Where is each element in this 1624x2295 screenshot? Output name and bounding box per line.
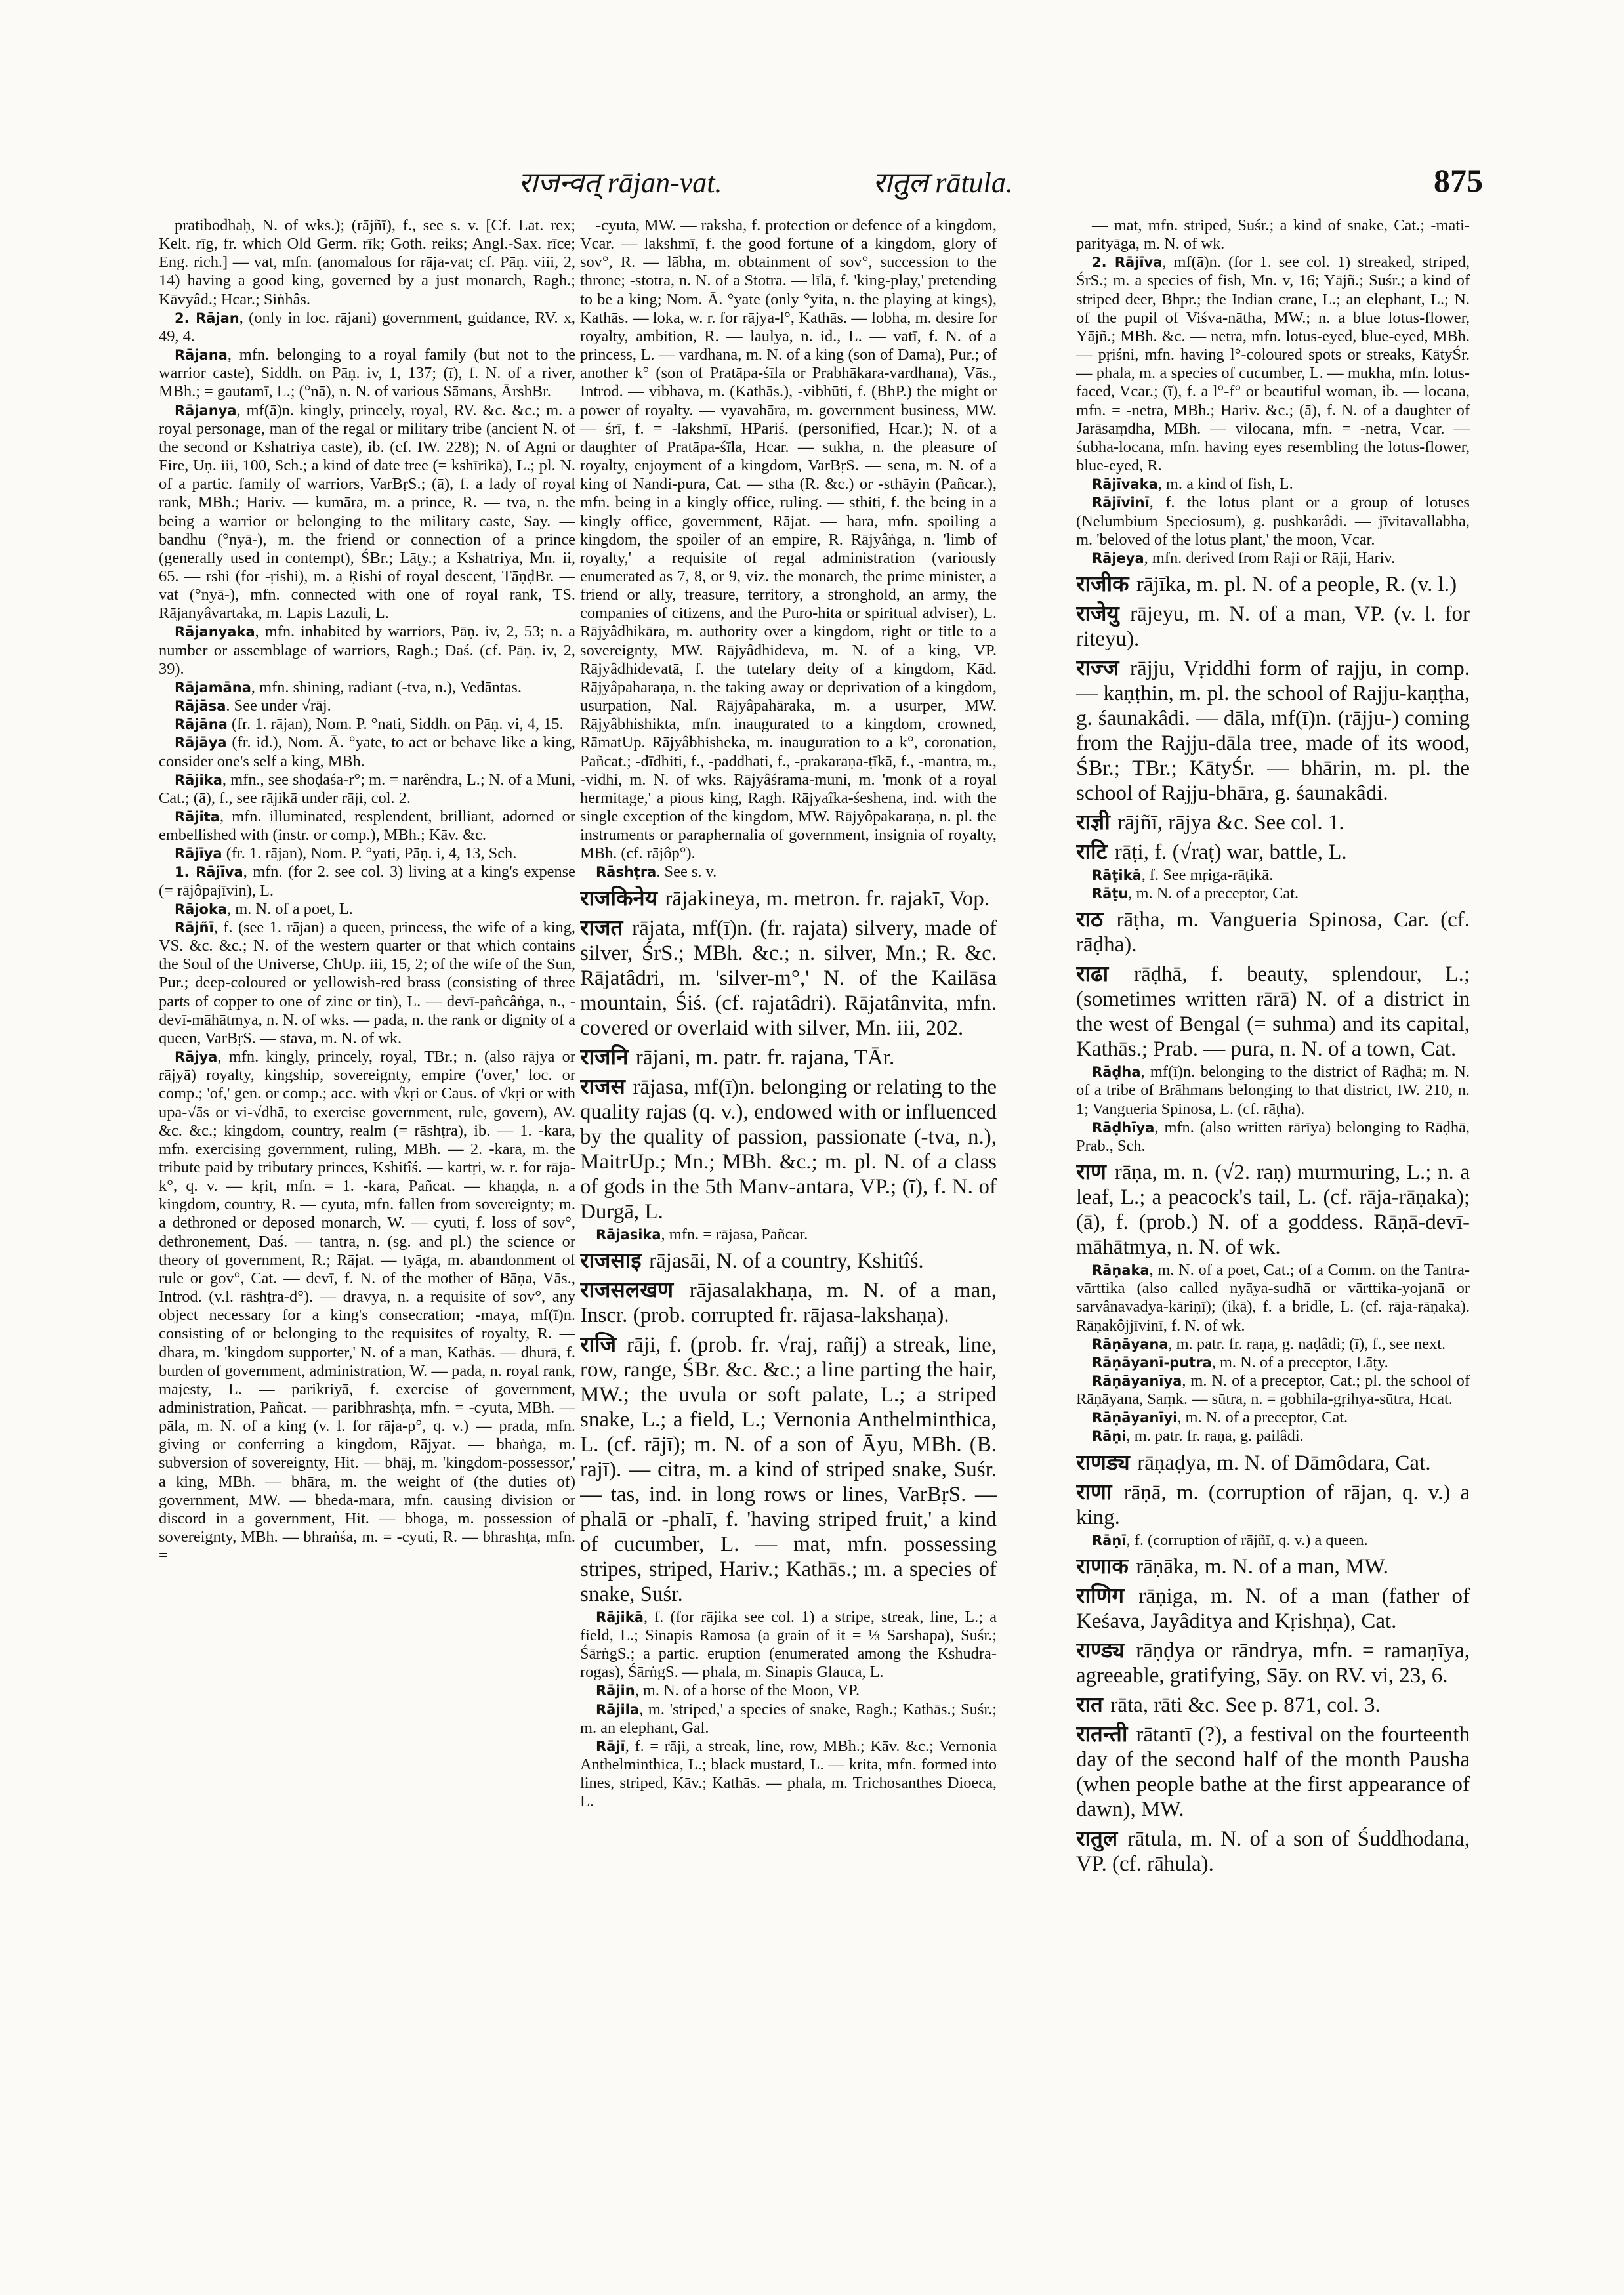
entry-definition: , mfn. illuminated, resplendent, brilliant, adorned or embellished with (instr. or comp.), MBh.; Kāv. &c.: [159, 808, 575, 844]
entry-definition: , f. (corruption of rājñī, q. v.) a queen.: [1126, 1531, 1368, 1549]
dictionary-entry: [580, 1074, 997, 1224]
entry-headword: Rājanya: [175, 402, 237, 419]
entry-definition: , m. N. of a preceptor, Cat.; pl. the school of Rāṇāyana, Saṃk. — sūtra, n. = gobhila-gṛihya-sūtra, Hcat.: [1076, 1372, 1470, 1409]
entry-definition: , mfn. = rājasa, Pañcar.: [661, 1225, 808, 1243]
entry-definition: rāḍhā, f. beauty, splendour, L.; (sometimes written rārā) N. of a district in the west of Bengal (= suhma) and its capital, Kathās.; Prab. — pura, n. N. of a town, Cat.: [1076, 962, 1470, 1062]
entry-headword: Rāṭikā: [1092, 867, 1142, 883]
devanagari-headword: राजेयु: [1076, 600, 1131, 626]
devanagari-headword: राजि: [580, 1331, 627, 1357]
entry-definition: , m. N. of a poet, Cat.; of a Comm. on the Tantra-vārttika (also called nyāya-sudhā or vārttika-yojanā or sarvânavadya-kāriṇī); (ikā), f. a bridle, L. (cf. rāja-rāṇaka). Rāṇakôjjīvinī, f. N. of wk.: [1076, 1261, 1470, 1334]
entry-headword: 1. Rājīva: [175, 864, 243, 880]
dictionary-entry: [1076, 1119, 1470, 1155]
entry-headword: Rājika: [175, 772, 222, 788]
dictionary-entry: [1076, 1638, 1470, 1688]
entry-headword: Rājanyaka: [175, 624, 255, 640]
entry-headword: Rāṇāyanīyi: [1092, 1410, 1178, 1426]
column-3: [1076, 217, 1470, 2277]
dictionary-entry: [580, 915, 997, 1041]
dictionary-entry: [580, 1332, 997, 1607]
dictionary-entry: [159, 844, 575, 863]
entry-definition: pratibodhaḥ, N. of wks.); (rājñī), f., see s. v. [Cf. Lat. rex; Kelt. rīg, fr. which Old Germ. rīk; Goth. reiks; Angl.-Sax. rīce; Eng. rich.] — vat, mfn. (anomalous for rāja-vat; cf. Pāṇ. viii, 2, 14) having a good king, governed by a just monarch, Ragh.; Kāvyâd.; Hcar.; Siṅhâs.: [159, 217, 575, 308]
entry-headword: Rājita: [175, 809, 220, 825]
entry-headword: Rāḍha: [1092, 1064, 1141, 1081]
entry-definition: rāta, rāti &c. See p. 871, col. 3.: [1110, 1693, 1381, 1717]
entry-definition: (fr. 1. rājan), Nom. P. °yati, Pāṇ. i, 4, 13, Sch.: [222, 844, 517, 863]
entry-definition: , m. patr. fr. raṇa, g. naḍâdi; (ī), f., see next.: [1168, 1334, 1446, 1353]
devanagari-headword: राजसाइ: [580, 1247, 650, 1273]
entry-definition: rājata, mf(ī)n. (fr. rajata) silvery, made of silver, ŚrS.; MBh. &c.; n. silver, Mn.; R. &c. Rājatâdri, m. 'silver-m°,' N. of the Kailāsa mountain, Śiś. (cf. rajatâdri). Rājatânvita, mfn. covered or overlaid with silver, Mn. iii, 202.: [580, 916, 997, 1040]
entry-definition: , f. = rāji, a streak, line, row, MBh.; Kāv. &c.; Vernonia Anthelminthica, L.; black mustard, L. — krita, mfn. formed into lines, striped, Kāv.; Kathās. — phala, m. Trichosanthes Dioeca, L.: [580, 1737, 997, 1811]
entry-headword: Rājeya: [1092, 550, 1144, 566]
page-header: [151, 161, 1483, 207]
entry-headword: Rājī: [596, 1738, 625, 1754]
entry-definition: , m. a kind of fish, L.: [1157, 475, 1293, 493]
devanagari-headword: राजसलखण: [580, 1276, 690, 1302]
dictionary-entry: [1076, 253, 1470, 475]
entry-definition: , f. the lotus plant or a group of lotuses (Nelumbium Speciosum), g. pushkarâdi. — jīvitavallabha, m. 'beloved of the lotus plant,' the moon, Vcar.: [1076, 493, 1470, 548]
dictionary-entry: [1076, 1261, 1470, 1335]
entry-definition: , mf(ī)n. belonging to the district of Rāḍhā; m. N. of a tribe of Brāhmans belonging to that district, IW. 210, n. 1; Vangueria Spinosa, L. (cf. rāṭha).: [1076, 1063, 1470, 1118]
entry-headword: Rāṇī: [1092, 1532, 1127, 1548]
entry-definition: , m. N. of a poet, L.: [227, 899, 353, 918]
dictionary-entry: [1076, 1427, 1470, 1445]
entry-definition: rājasāi, N. of a country, Kshitîś.: [649, 1249, 924, 1273]
entry-definition: — mat, mfn. striped, Suśr.; a kind of snake, Cat.; -mati-parityāga, m. N. of wk.: [1076, 217, 1470, 253]
dictionary-entry: [580, 1701, 997, 1737]
entry-definition: rājeyu, m. N. of a man, VP. (v. l. for riteyu).: [1076, 602, 1470, 651]
entry-definition: rāṇiga, m. N. of a man (father of Keśava, Jayâditya and Kṛishṇa), Cat.: [1076, 1584, 1470, 1633]
devanagari-headword: राण: [1076, 1159, 1115, 1185]
dictionary-entry: [580, 1682, 997, 1700]
entry-headword: Rājoka: [175, 901, 228, 917]
entry-headword: Rāshṭra: [596, 864, 657, 880]
devanagari-headword: रात: [1076, 1691, 1111, 1717]
entry-definition: -cyuta, MW. — raksha, f. protection or defence of a kingdom, Vcar. — lakshmī, f. the good fortune of a kingdom, glory of sov°, R. — lābha, m. obtainment of sov°, succession to the throne; -stotra, n. N. of a Stotra. — līlā, f. 'king-play,' pretending to be a king; Nom. Ā. °yate (only °yita, n. the playing at kings), Kathās. — loka, w. r. for rājya-l°, Kathās. — lobha, m. desire for royalty, ambition, R. — laulya, n. id., L. — vatī, f. N. of a princess, L. — vardhana, m. N. of a king (son of Dama), Pur.; of another k° (son of Pratāpa-śīla or Prabhākara-vardhana), Vās., Introd. — vibhava, m. (Kathās.), -vibhūti, f. (BhP.) the might or power of royalty. — vyavahāra, m. government business, MW. — śrī, f. = -lakshmī, HPariś. (personified, Hcar.); N. of a daughter of Pratāpa-śīla, Hcar. — sukha, n. the pleasure of royalty, enjoyment of a kingdom, VarBṛS. — sena, m. N. of a king of Nandi-pura, Cat. — stha (R. &c.) or -sthāyin (Pañcar.), mfn. being in a kingly office, ruling. — sthiti, f. the being in a kingly office, government, Rājat. — hara, mfn. spoiling a kingdom, the spoiler of an empire, R. Rājyâṅga, n. 'limb of royalty,' a requisite of regal administration (variously enumerated as 7, 8, or 9, viz. the monarch, the prime minister, a friend or ally, treasure, territory, a stronghold, an army, the companies of citizens, and the Puro-hita or spiritual adviser), L. Rājyâdhikāra, m. authority over a kingdom, right or title to a sovereignty, MW. Rājyâdhideva, m. N. of a king, VP. Rājyâdhidevatā, f. the tutelary deity of a kingdom, Kād. Rājyâpaharaṇa, n. the taking away or deprivation of a kingdom, usurpation, Nal. Rājyâpahāraka, m. a usurper, MW. Rājyâbhishikta, mfn. inaugurated to a kingdom, crowned, RāmatUp. Rājyâbhisheka, m. inauguration to a k°, coronation, Pañcat.; -dīdhiti, f., -paddhati, f., -prakaraṇa-ṭīkā, f., -mantra, m., -vidhi, m. N. of wks. Rājyâśrama-muni, m. 'monk of a royal hermitage,' a pious king, Ragh. Rājyaîka-śeshena, ind. with the single exception of the kingdom, MW. Rājyôpakaraṇa, n. pl. the instruments or paraphernalia of government, insignia of royalty, MBh. (cf. rājôp°).: [580, 217, 997, 863]
entry-headword: Rājīvaka: [1092, 476, 1158, 493]
entry-definition: rāṭi, f. (√raṭ) war, battle, L.: [1114, 840, 1347, 864]
dictionary-entry: [159, 771, 575, 808]
entry-definition: rāṇḍya or rāndrya, mfn. = ramaṇīya, agreeable, gratifying, Sāy. on RV. vi, 23, 6.: [1076, 1638, 1470, 1687]
entry-definition: , f. (for rājika see col. 1) a stripe, streak, line, L.; a field, L.; Sinapis Ramosa (a grain of it = ⅓ Sarshapa), Suśr.; ŚārṅgS.; a partic. eruption (enumerated among the Kshudra-rogas), ŚārṅgS. — phala, m. Sinapis Glauca, L.: [580, 1607, 997, 1682]
devanagari-headword: राणाक: [1076, 1552, 1136, 1579]
dictionary-entry: [1076, 839, 1470, 865]
entry-definition: rātula, m. N. of a son of Śuddhodana, VP. (cf. rāhula).: [1076, 1827, 1470, 1876]
dictionary-entry: [580, 1226, 997, 1244]
dictionary-entry: [159, 900, 575, 919]
dictionary-entry: [580, 886, 997, 911]
dictionary-entry: [1076, 1554, 1470, 1579]
entry-definition: , mfn. inhabited by warriors, Pāṇ. iv, 2, 53; n. a number or assemblage of warriors, Ragh.; Daś. (cf. Pāṇ. iv, 2, 39).: [159, 623, 575, 678]
entry-headword: Rājana: [175, 347, 228, 363]
dictionary-entry: [159, 715, 575, 734]
devanagari-headword: रातुल: [1076, 1825, 1128, 1851]
dictionary-entry: [1076, 1354, 1470, 1372]
dictionary-entry: [1076, 1372, 1470, 1409]
entry-headword: Rājāsa: [175, 698, 226, 714]
entry-headword: Rāṭu: [1092, 886, 1129, 902]
entry-definition: rāṇa, m. n. (√2. raṇ) murmuring, L.; n. a leaf, L.; a peacock's tail, L. (cf. rāja-rāṇaka); (ā), f. (prob.) N. of a goddess. Rāṇā-devī-māhātmya, n. N. of wk.: [1076, 1161, 1470, 1260]
entry-headword: Rājamāna: [175, 679, 251, 695]
devanagari-headword: राण्ड्य: [1076, 1636, 1136, 1663]
dictionary-entry: [580, 1277, 997, 1328]
left-running-headword: राजन्वत् rājan-vat.: [518, 167, 722, 199]
dictionary-entry: [1076, 1479, 1470, 1530]
dictionary-entry: [1076, 493, 1470, 548]
dictionary-entry: [159, 346, 575, 401]
entry-headword: Rāṇi: [1092, 1428, 1127, 1445]
entry-headword: Rājin: [596, 1683, 635, 1699]
dictionary-entry: [159, 697, 575, 715]
entry-definition: , mf(ā)n. kingly, princely, royal, RV. &c. &c.; m. a royal personage, man of the regal or military tribe (ancient N. of the second or Kshatriya caste), ib. (cf. IW. 228); N. of Agni or Fire, Uṇ. iii, 100, Sch.; a kind of date tree (= kshīrikā), L.; pl. N. of a partic. family of warriors, VarBṛS.; (ā), f. a lady of royal rank, MBh.; Hariv. — kumāra, m. a prince, R. — tva, n. the being a warrior or belonging to the military caste, Say. — bandhu (°nyā-), m. the friend or connection of a prince (generally used in contempt), ŚBr.; Lāṭy.; a Kshatriya, Mn. ii, 65. — rshi (for -ṛishi), m. a Ṛishi of royal descent, TāṇḍBr. — vat (°nyā-), mfn. connected with one of royal rank, TS. Rājanyâvartaka, m. Lapis Lazuli, L.: [159, 401, 575, 623]
dictionary-entry: [1076, 655, 1470, 806]
dictionary-entry: [580, 1608, 997, 1682]
entry-headword: Rāṇāyanī-putra: [1092, 1354, 1212, 1371]
devanagari-headword: राजस: [580, 1073, 633, 1099]
entry-headword: Rāṇaka: [1092, 1262, 1150, 1279]
entry-headword: Rājya: [175, 1049, 218, 1065]
entry-definition: , mfn. belonging to a royal family (but not to the warrior caste), Siddh. on Pāṇ. iv, 1, 137; (ī), f. N. of a river, MBh.; = gautamī, L.; (°nā), n. N. of various Sāmans, ĀrshBr.: [159, 346, 575, 401]
dictionary-entry: [159, 1048, 575, 1565]
entry-definition: (fr. id.), Nom. Ā. °yate, to act or behave like a king, consider one's self a king, MBh.: [159, 734, 575, 770]
devanagari-headword: राणिग: [1076, 1582, 1139, 1608]
dictionary-entry: [580, 863, 997, 881]
devanagari-headword: राढा: [1076, 961, 1135, 987]
entry-definition: rājakineya, m. metron. fr. rajakī, Vop.: [665, 886, 989, 911]
dictionary-entry: [1076, 1159, 1470, 1260]
dictionary-entry: [159, 309, 575, 346]
dictionary-entry: [1076, 217, 1470, 253]
entry-headword: Rāḍhīya: [1092, 1119, 1155, 1136]
column-2: [580, 217, 997, 2277]
entry-definition: . See s. v.: [656, 863, 717, 881]
devanagari-headword: राणड्य: [1076, 1449, 1138, 1475]
entry-definition: . See under √rāj.: [226, 697, 331, 715]
devanagari-headword: राणा: [1076, 1478, 1124, 1504]
dictionary-entry: [1076, 1063, 1470, 1118]
entry-definition: (fr. 1. rājan), Nom. P. °nati, Siddh. on Pāṇ. vi, 4, 15.: [227, 715, 564, 734]
entry-headword: Rājāna: [175, 716, 228, 733]
dictionary-entry: [1076, 961, 1470, 1062]
entry-headword: Rāṇāyanīya: [1092, 1373, 1182, 1389]
entry-definition: rājīka, m. pl. N. of a people, R. (v. l.): [1136, 572, 1457, 596]
dictionary-entry: [159, 217, 575, 309]
devanagari-headword: राजनि: [580, 1043, 636, 1069]
entry-definition: rāṭha, m. Vangueria Spinosa, Car. (cf. rāḍha).: [1076, 908, 1470, 957]
entry-definition: , mfn. shining, radiant (-tva, n.), Vedāntas.: [251, 678, 522, 696]
entry-definition: rātantī (?), a festival on the fourteenth day of the second half of the month Pausha (when people bathe at the first appearance of dawn), MW.: [1076, 1722, 1470, 1821]
entry-definition: , mfn. kingly, princely, royal, TBr.; n. (also rājya or rājyā) royalty, kingship, sovereignty, empire ('over,' loc. or comp.; 'of,' gen. or comp.; acc. with √kṛi or Caus. of √kṛi or with upa-√ās or vi-√dhā, to exercise government, rule, govern), AV. &c. &c.; kingdom, country, realm (= rāshṭra), ib. — 1. -kara, mfn. exercising government, ruling, MBh. — 2. -kara, m. the tribute paid by tributary princes, Kshitîś. — kartṛi, w. r. for rāja-k°, q. v. — kṛit, mfn. = 1. -kara, Pañcat. — khaṇḍa, n. a kingdom, country, R. — cyuta, mfn. fallen from sovereignty; m. a dethroned or deposed monarch, W. — cyuti, f. loss of sov°, dethronement, Daś. — tantra, n. (sg. and pl.) the science or theory of government, R.; Rājat. — tyāga, m. abandonment of rule or gov°, Cat. — devī, f. N. of the mother of Bāṇa, Vās., Introd. (v.l. rāshṭra-d°). — dravya, n. a requisite of sov°, any object necessary for a king's consecration; -maya, mf(ī)n. consisting of or belonging to the requisites of royalty, R. — dhara, m. 'kingdom supporter,' N. of a man, Kathās. — dhurā, f. burden of government, administration, W. — pada, n. royal rank, majesty, L. — parikriyā, f. exercise of government, administration, Pañcat. — paribhrashṭa, mfn. = -cyuta, MBh. — pāla, m. N. of a king (v. l. for rāja-p°, q. v.) — prada, mfn. giving or conferring a kingdom, Rājyat. — bhaṅga, m. subversion of sovereignty, Hit. — bhāj, m. 'kingdom-possessor,' a king, MBh. — bhāra, m. the weight of (the duties of) government, MW. — bheda-mara, mfn. causing division or discord in a government, Hit. — bhoga, m. possession of sovereignty, MBh. — bhraṅśa, m. = -cyuti, R. — bhrashṭa, mfn. =: [159, 1048, 575, 1565]
entry-headword: Rājīvinī: [1092, 495, 1150, 511]
entry-definition: , (only in loc. rājani) government, guidance, RV. x, 49, 4.: [159, 308, 575, 345]
devanagari-headword: रातन्ती: [1076, 1720, 1136, 1747]
entry-headword: Rājasika: [596, 1226, 661, 1243]
entry-definition: , mfn. derived from Raji or Rāji, Hariv.: [1144, 548, 1396, 567]
dictionary-entry: [1076, 1692, 1470, 1718]
entry-definition: rājani, m. patr. fr. rajana, TĀr.: [635, 1045, 895, 1069]
dictionary-entry: [1076, 1531, 1470, 1550]
dictionary-entry: [1076, 549, 1470, 568]
dictionary-entry: [1076, 571, 1470, 597]
dictionary-entry: [1076, 1722, 1470, 1822]
entry-definition: , f. (see 1. rājan) a queen, princess, the wife of a king, VS. &c. &c.; N. of the western quarter or that which contains the Soul of the Universe, ChUp. iii, 15, 2; of the wife of the Sun, Pur.; deep-coloured or yellowish-red brass (consisting of three parts of copper to one of zinc or tin), L. — devī-pañcâṅga, n., -devī-māhātmya, n. N. of wks. — pada, n. the rank or dignity of a queen, VarBṛS. — stava, m. N. of wk.: [159, 918, 575, 1047]
right-running-headword: रातुल rātula.: [873, 167, 1013, 199]
entry-definition: rāji, f. (prob. fr. √raj, rañj) a streak, line, row, range, ŚBr. &c. &c.; a line parting the hair, MW.; the uvula or soft palate, L.; a striped snake, L.; a field, L.; Vernonia Anthelminthica, L. (cf. rājī); m. N. of a son of Āyu, MBh. (B. rajī). — citra, m. a kind of striped snake, Suśr. — tas, ind. in long rows or lines, VarBṛS. — phalā or -phalī, f. 'having striped fruit,' a kind of cucumber, L. — mat, mfn. possessing stripes, striped, Hariv.; Kathās.; m. a species of snake, Suśr.: [580, 1333, 997, 1606]
entry-definition: , mfn. (for 2. see col. 3) living at a king's expense (= rājôpajīvin), L.: [159, 863, 575, 899]
dictionary-entry: [1076, 810, 1470, 835]
devanagari-headword: राटि: [1076, 838, 1115, 864]
entry-definition: , m. 'striped,' a species of snake, Ragh.; Kathās.; Suśr.; m. an elephant, Gal.: [580, 1700, 997, 1737]
dictionary-entry: [580, 1248, 997, 1273]
entry-headword: Rāṇāyana: [1092, 1336, 1169, 1352]
entry-definition: rājasalakhaṇa, m. N. of a man, Inscr. (prob. corrupted fr. rājasa-lakshaṇa).: [580, 1278, 997, 1327]
page-number: 875: [1434, 162, 1483, 199]
devanagari-headword: राजत: [580, 914, 633, 940]
entry-definition: , m. N. of a horse of the Moon, VP.: [635, 1682, 860, 1700]
entry-headword: Rājīya: [175, 846, 222, 862]
dictionary-entry: [1076, 1826, 1470, 1876]
dictionary-entry: [580, 217, 997, 863]
dictionary-entry: [1076, 884, 1470, 903]
entry-headword: Rājñī: [175, 919, 214, 936]
dictionary-entry: [159, 402, 575, 623]
dictionary-entry: [1076, 1335, 1470, 1354]
entry-definition: , mfn., see shoḍaśa-r°; m. = narêndra, L.; N. of a Muni, Cat.; (ā), f., see rājikā under rāji, col. 2.: [159, 770, 575, 807]
dictionary-entry: [580, 1737, 997, 1811]
dictionary-entry: [159, 863, 575, 899]
dictionary-entry: [159, 808, 575, 844]
entry-definition: rāṇāka, m. N. of a man, MW.: [1136, 1554, 1388, 1579]
dictionary-entry: [1076, 1450, 1470, 1476]
dictionary-entry: [159, 623, 575, 678]
entry-headword: 2. Rājīva: [1092, 255, 1163, 271]
entry-definition: , mfn. (also written rārīya) belonging to Rāḍhā, Prab., Sch.: [1076, 1118, 1470, 1155]
devanagari-headword: राजीक: [1076, 570, 1136, 596]
devanagari-headword: राठ: [1076, 906, 1117, 932]
dictionary-entry: [1076, 1583, 1470, 1634]
dictionary-entry: [1076, 475, 1470, 493]
dictionary-entry: [1076, 1409, 1470, 1427]
entry-definition: , mf(ā)n. (for 1. see col. 1) streaked, striped, ŚrS.; m. a species of fish, Mn. v, 16; Yājñ.; Suśr.; a kind of striped deer, Bhpr.; the Indian crane, L.; an elephant, L.; N. of the pupil of Viśva-nātha, MW.; n. a blue lotus-flower, Yājñ.; MBh. &c. — netra, mfn. lotus-eyed, blue-eyed, MBh. — pṛiśni, mfn. having l°-coloured spots or streaks, KātyŚr. — phala, m. a species of cucumber, L. — mukha, mfn. lotus-faced, Vcar.; (ī), f. a l°-f° or beautiful woman, ib. — locana, mfn. = -netra, MBh.; Hariv. &c.; (ā), f. N. of a daughter of Jarāsaṃdha, MBh. — vilocana, mfn. = -netra, Vcar. — śubha-locana, mfn. having eyes resembling the lotus-flower, blue-eyed, R.: [1076, 253, 1470, 475]
entry-definition: rājju, Vṛiddhi form of rajju, in comp. — kaṇṭhin, m. pl. the school of Rajju-kaṇṭha, g. śaunakâdi. — dāla, mf(ī)n. (rājju-) coming from the Rajju-dāla tree, made of its wood, ŚBr.; TBr.; KātyŚr. — bhārin, m. pl. the school of Rajju-bhāra, g. śaunakâdi.: [1076, 656, 1470, 805]
entry-definition: rājasa, mf(ī)n. belonging or relating to the quality rajas (q. v.), endowed with or influenced by the quality of passion, passionate (-tva, n.), MaitrUp.; Mn.; MBh. &c.; m. pl. N. of a class of gods in the 5th Manv-antara, VP.; (ī), f. N. of Durgā, L.: [580, 1075, 997, 1224]
dictionary-entry: [580, 1044, 997, 1070]
entry-definition: rāṇā, m. (corruption of rājan, q. v.) a king.: [1076, 1480, 1470, 1529]
devanagari-headword: राज्ञी: [1076, 808, 1118, 835]
column-1: [159, 217, 575, 2277]
entry-definition: , f. See mṛiga-rāṭikā.: [1141, 865, 1274, 884]
entry-headword: 2. Rājan: [175, 310, 239, 326]
entry-definition: , m. patr. fr. raṇa, g. pailâdi.: [1126, 1427, 1304, 1445]
dictionary-entry: [159, 678, 575, 697]
devanagari-headword: राजकिनेय: [580, 884, 665, 911]
entry-definition: rāṇaḍya, m. N. of Dāmôdara, Cat.: [1137, 1451, 1431, 1475]
entry-definition: , m. N. of a preceptor, Cat.: [1177, 1409, 1348, 1427]
entry-headword: Rājikā: [596, 1609, 644, 1625]
dictionary-entry: [1076, 866, 1470, 884]
entry-definition: , m. N. of a preceptor, Cat.: [1128, 884, 1299, 903]
entry-definition: rājñī, rājya &c. See col. 1.: [1117, 810, 1344, 835]
entry-definition: , m. N. of a preceptor, Lāṭy.: [1211, 1353, 1388, 1371]
devanagari-headword: राज्ज: [1076, 654, 1130, 680]
dictionary-entry: [1076, 907, 1470, 957]
dictionary-entry: [1076, 601, 1470, 651]
entry-headword: Rājila: [596, 1701, 640, 1718]
dictionary-entry: [159, 734, 575, 770]
dictionary-entry: [159, 919, 575, 1048]
entry-headword: Rājāya: [175, 735, 227, 751]
